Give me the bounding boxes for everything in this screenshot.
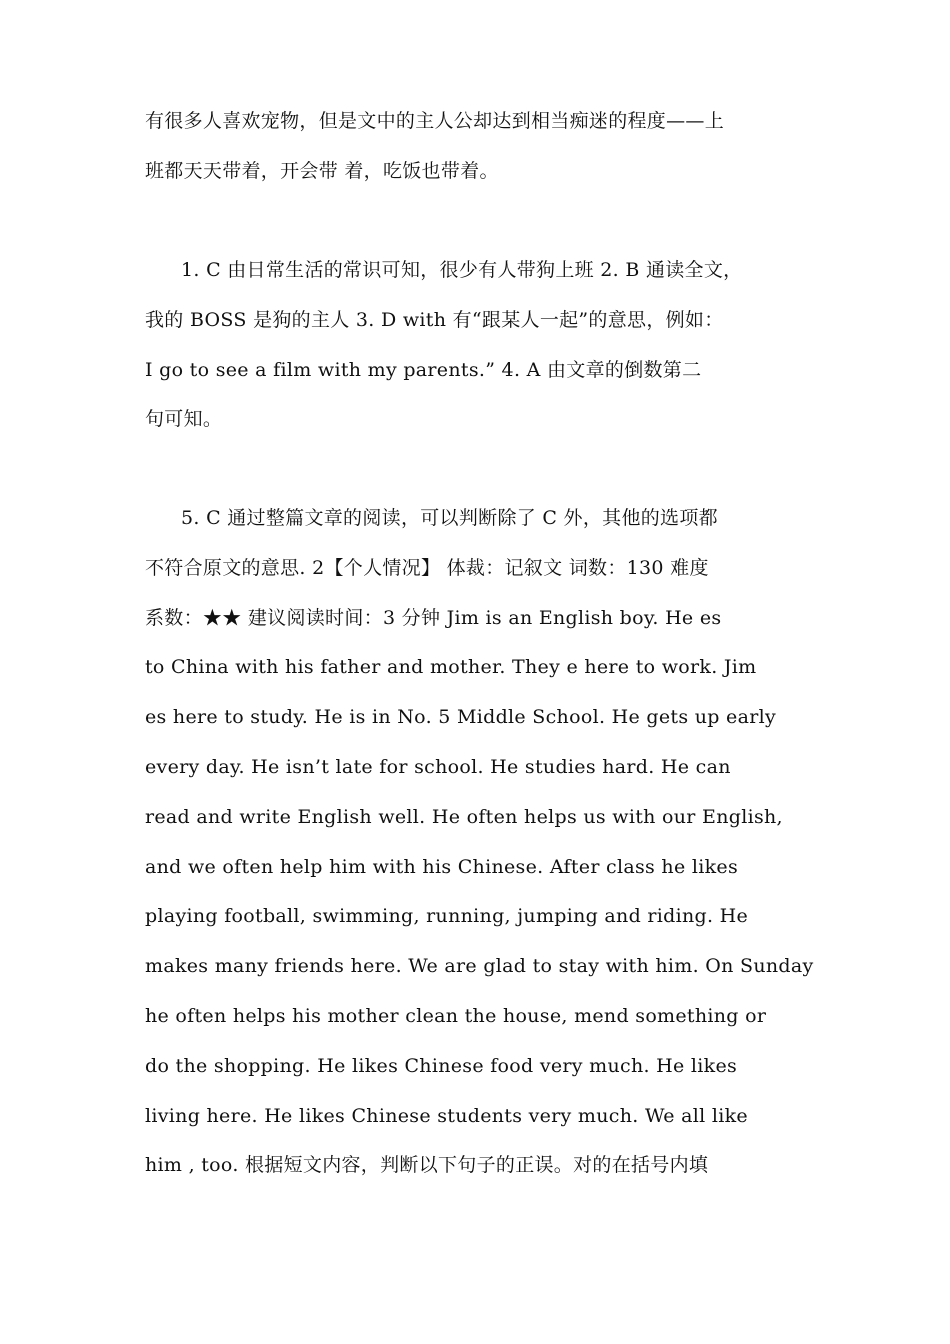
text-line: 不符合原文的意思. 2【个人情况】 体裁：记叙文 词数：130 难度 (145, 556, 709, 579)
text-line: playing football, swimming, running, jumping and riding. He (145, 905, 749, 928)
paragraph-answer-5-and-passage (145, 494, 835, 1191)
paragraph-answers-1-4 (145, 246, 835, 445)
text-line: 班都天天带着，开会带 着，吃饭也带着。 (145, 159, 499, 182)
text-line: read and write English well. He often helps us with our English, (145, 805, 783, 828)
text-line: every day. He isn’t late for school. He studies hard. He can (145, 755, 731, 778)
text-line: 系数：★★ 建议阅读时间：3 分钟 Jim is an English boy. He es (145, 606, 722, 629)
paragraph-intro (145, 97, 835, 197)
text-line: to China with his father and mother. They e here to work. Jim (145, 656, 757, 679)
text-line: 有很多人喜欢宠物，但是文中的主人公却达到相当痴迷的程度——上 (145, 110, 725, 132)
text-line: es here to study. He is in No. 5 Middle School. He gets up early (145, 706, 777, 729)
text-line: him , too. 根据短文内容，判断以下句子的正误。对的在括号内填 (145, 1154, 709, 1177)
text-line: I go to see a film with my parents.” 4. A 由文章的倒数第二 (145, 358, 702, 381)
text-line: 我的 BOSS 是狗的主人 3. D with 有“跟某人一起”的意思，例如： (145, 308, 724, 331)
text-line: 5. C 通过整篇文章的阅读，可以判断除了 C 外，其他的选项都 (181, 507, 718, 529)
text-line: living here. He likes Chinese students very much. We all like (145, 1104, 748, 1127)
text-line: makes many friends here. We are glad to stay with him. On Sunday (145, 955, 814, 978)
text-line: 1. C 由日常生活的常识可知，很少有人带狗上班 2. B 通读全文， (181, 259, 743, 281)
text-line: 句可知。 (145, 408, 223, 431)
text-line: do the shopping. He likes Chinese food very much. He likes (145, 1054, 738, 1077)
text-line: and we often help him with his Chinese. After class he likes (145, 855, 739, 878)
text-line: he often helps his mother clean the house, mend something or (145, 1004, 767, 1027)
